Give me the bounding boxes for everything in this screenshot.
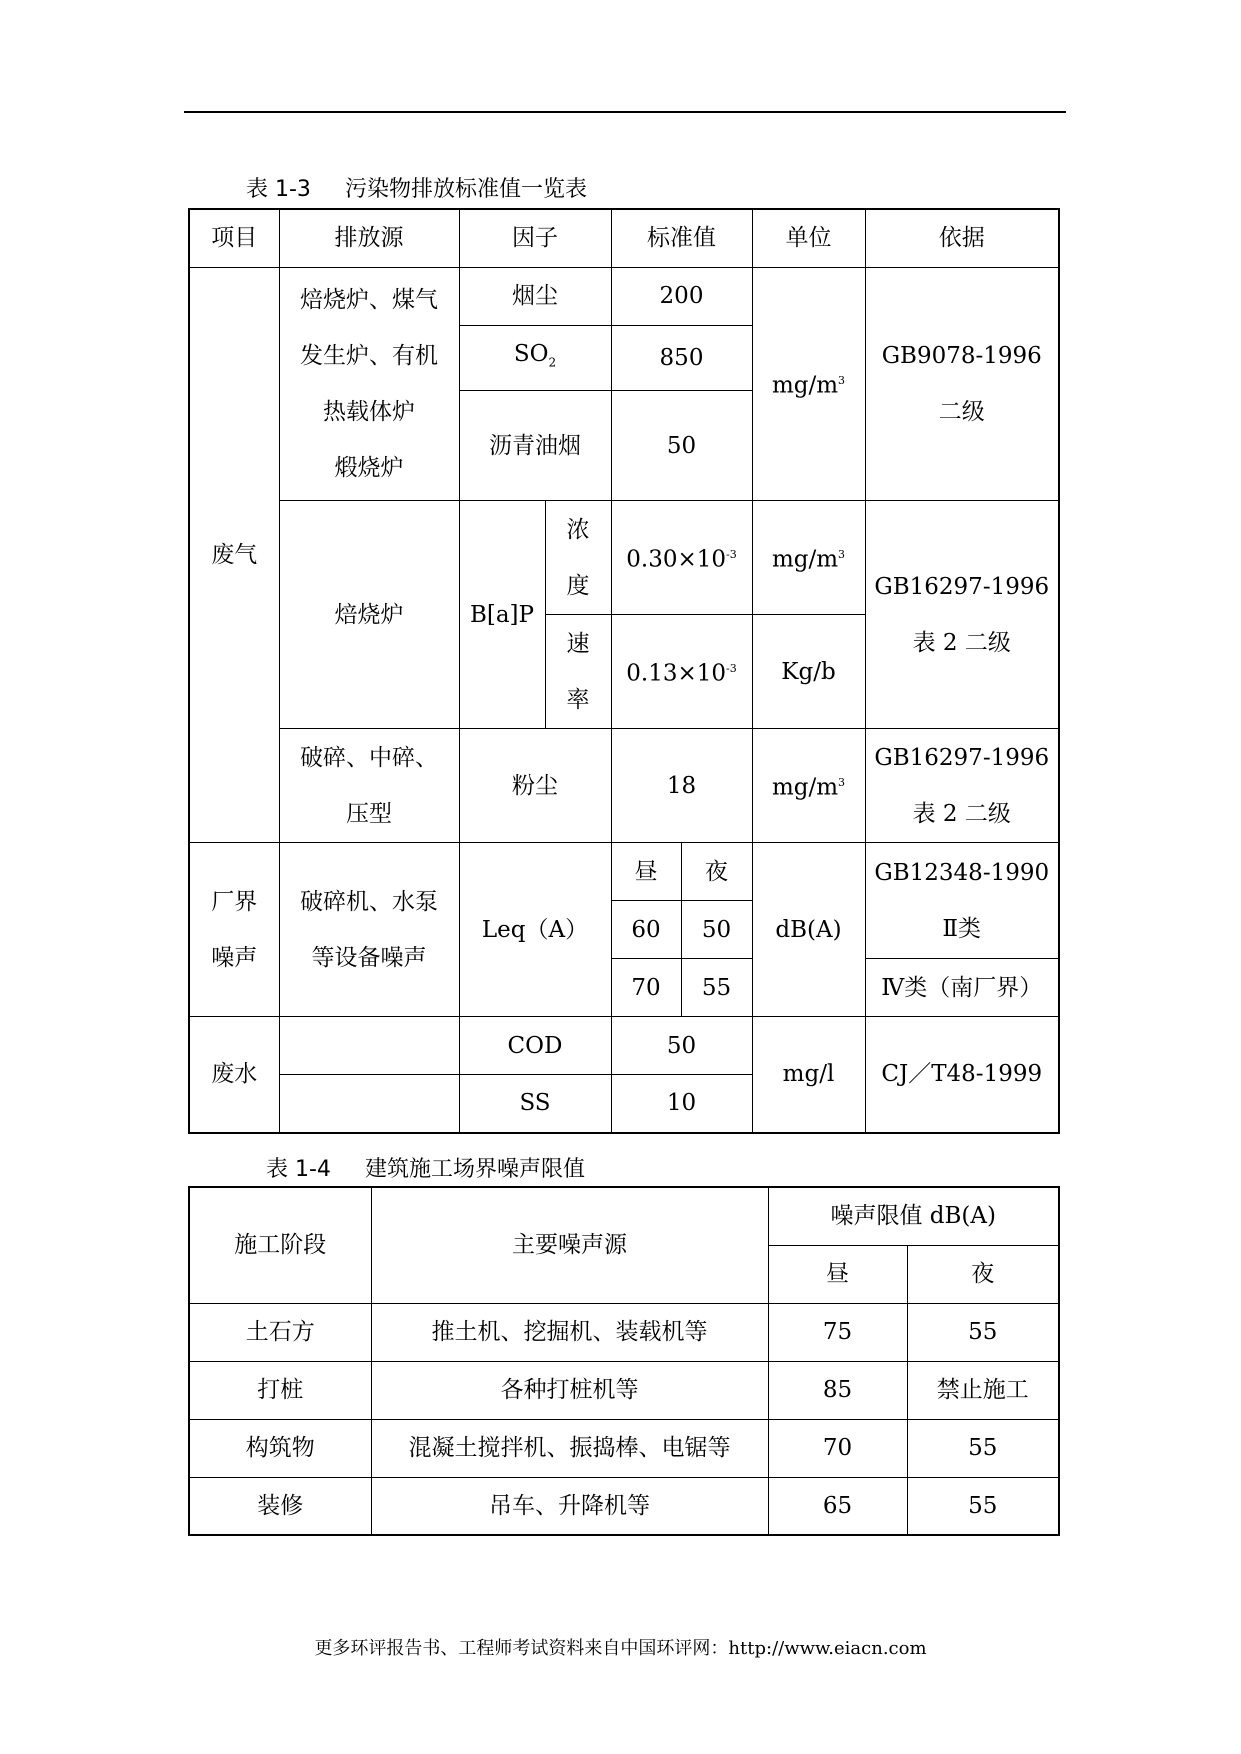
noise-day-value: 60 [611,901,681,959]
factor-text: SO [513,340,549,367]
day-limit-cell: 65 [768,1477,907,1535]
factor-subscript: 2 [548,355,557,370]
factor-powder: 粉尘 [459,729,611,843]
day-limit-cell: 75 [768,1303,907,1361]
table-row [189,1477,1059,1535]
factor-leq: Leq（A） [459,843,611,1017]
value-text: 0.30×10 [626,546,727,573]
footer-note: 更多环评报告书、工程师考试资料来自中国环评网：http://www.eiacn.com [314,1638,927,1659]
table-row [189,501,1059,615]
table2-caption-number: 表 1-4 [266,1157,331,1182]
source-cell: 各种打桩机等 [371,1361,768,1419]
factor-ss: SS [459,1075,611,1133]
label-char: 度 [566,572,590,599]
source-line: 热载体炉 [323,398,415,425]
value-powder: 18 [611,729,752,843]
header-noise-limit: 噪声限值 dB(A) [768,1187,1059,1245]
table-row [189,267,1059,325]
source-equipment [279,843,459,1017]
unit-superscript: 3 [838,374,846,388]
header-standard: 标准值 [611,209,752,267]
night-limit-cell: 禁止施工 [907,1361,1059,1419]
sub-label-concentration [545,501,611,615]
unit-mgl: mg/l [752,1017,865,1133]
header-night: 夜 [907,1245,1059,1303]
table1-caption [246,172,587,203]
unit-text: mg/m [771,774,839,801]
source-line: 破碎、中碎、 [300,744,438,771]
stage-cell: 打桩 [189,1361,371,1419]
source-cell: 混凝土搅拌机、振捣棒、电锯等 [371,1419,768,1477]
source-cell: 吊车、升降机等 [371,1477,768,1535]
header-day: 昼 [768,1245,907,1303]
header-item: 项目 [189,209,279,267]
header-source: 排放源 [279,209,459,267]
basis-line: GB16297-1996 [874,744,1050,771]
sub-label-rate [545,615,611,729]
night-limit-cell: 55 [907,1477,1059,1535]
value-concentration [611,501,752,615]
table-row [189,1303,1059,1361]
header-factor: 因子 [459,209,611,267]
basis-line: 表 2 二级 [912,629,1011,656]
factor-so2 [459,325,611,391]
label-char: 速 [566,630,590,657]
table2-caption-title: 建筑施工场界噪声限值 [364,1157,585,1182]
unit-mgm3 [752,729,865,843]
table-row [189,1419,1059,1477]
basis-gb9078 [865,267,1059,501]
value-text: 0.13×10 [626,660,727,687]
day-limit-cell: 85 [768,1361,907,1419]
header-rule [184,111,1066,113]
source-line: 压型 [346,800,392,827]
label-char: 率 [566,686,590,713]
noise-night-label: 夜 [681,843,752,901]
table-row [189,1361,1059,1419]
factor-cod: COD [459,1017,611,1075]
value-dust: 200 [611,267,752,325]
value-so2: 850 [611,325,752,391]
source-crushing [279,729,459,843]
label-char: 浓 [566,516,590,543]
source-line: 煅烧炉 [334,454,404,481]
noise-night-value: 55 [681,959,752,1017]
factor-dust: 烟尘 [459,267,611,325]
basis-line: GB16297-1996 [874,573,1050,600]
stage-cell: 土石方 [189,1303,371,1361]
source-empty [279,1075,459,1133]
stage-cell: 构筑物 [189,1419,371,1477]
construction-noise-table [188,1186,1060,1536]
basis-line: GB12348-1990 [874,859,1050,886]
night-limit-cell: 55 [907,1419,1059,1477]
source-empty [279,1017,459,1075]
table1-caption-number: 表 1-3 [246,177,311,202]
value-rate [611,615,752,729]
unit-mgm3 [752,501,865,615]
unit-superscript: 3 [838,548,846,562]
basis-line: Ⅱ类 [942,915,982,942]
factor-bap: B[a]P [459,501,545,729]
basis-gb16297 [865,729,1059,843]
header-stage: 施工阶段 [189,1187,371,1303]
table-row [189,1017,1059,1075]
header-basis: 依据 [865,209,1059,267]
table1-header-row [189,209,1059,267]
noise-day-label: 昼 [611,843,681,901]
basis-gb12348 [865,843,1059,959]
basis-line: GB9078-1996 [881,342,1042,369]
unit-text: mg/m [771,373,839,400]
value-superscript: -3 [726,548,737,562]
basis-gb16297 [865,501,1059,729]
source-cell: 推土机、挖掘机、装载机等 [371,1303,768,1361]
category-wastewater: 废水 [189,1017,279,1133]
basis-line: 表 2 二级 [912,800,1011,827]
day-limit-cell: 70 [768,1419,907,1477]
category-noise [189,843,279,1017]
table-row [189,843,1059,901]
value-cod: 50 [611,1017,752,1075]
table1-caption-title: 污染物排放标准值一览表 [344,177,587,202]
header-unit: 单位 [752,209,865,267]
category-line: 噪声 [211,944,258,971]
stage-cell: 装修 [189,1477,371,1535]
unit-dba: dB(A) [752,843,865,1017]
unit-kgb: Kg/b [752,615,865,729]
table-row [189,729,1059,843]
basis-line: 二级 [938,398,985,425]
source-line: 焙烧炉、煤气 [300,286,438,313]
night-limit-cell: 55 [907,1303,1059,1361]
noise-day-value: 70 [611,959,681,1017]
unit-superscript: 3 [838,776,846,790]
value-asphalt-fume: 50 [611,391,752,501]
noise-night-value: 50 [681,901,752,959]
source-line: 破碎机、水泵 [300,888,438,915]
value-ss: 10 [611,1075,752,1133]
basis-cj-t48: CJ／T48-1999 [865,1017,1059,1133]
value-superscript: -3 [726,662,737,676]
source-furnaces [279,267,459,501]
source-line: 等设备噪声 [311,944,427,971]
category-line: 厂界 [211,888,258,915]
factor-asphalt-fume: 沥青油烟 [459,391,611,501]
header-noise-source: 主要噪声源 [371,1187,768,1303]
category-exhaust: 废气 [189,267,279,843]
pollutant-standard-table [188,208,1060,1134]
unit-mgm3 [752,267,865,501]
basis-class-iv: Ⅳ类（南厂界） [865,959,1059,1017]
source-line: 发生炉、有机 [300,342,438,369]
table2-caption [266,1152,585,1183]
source-roaster: 焙烧炉 [279,501,459,729]
table2-header-row [189,1187,1059,1245]
unit-text: mg/m [771,546,839,573]
